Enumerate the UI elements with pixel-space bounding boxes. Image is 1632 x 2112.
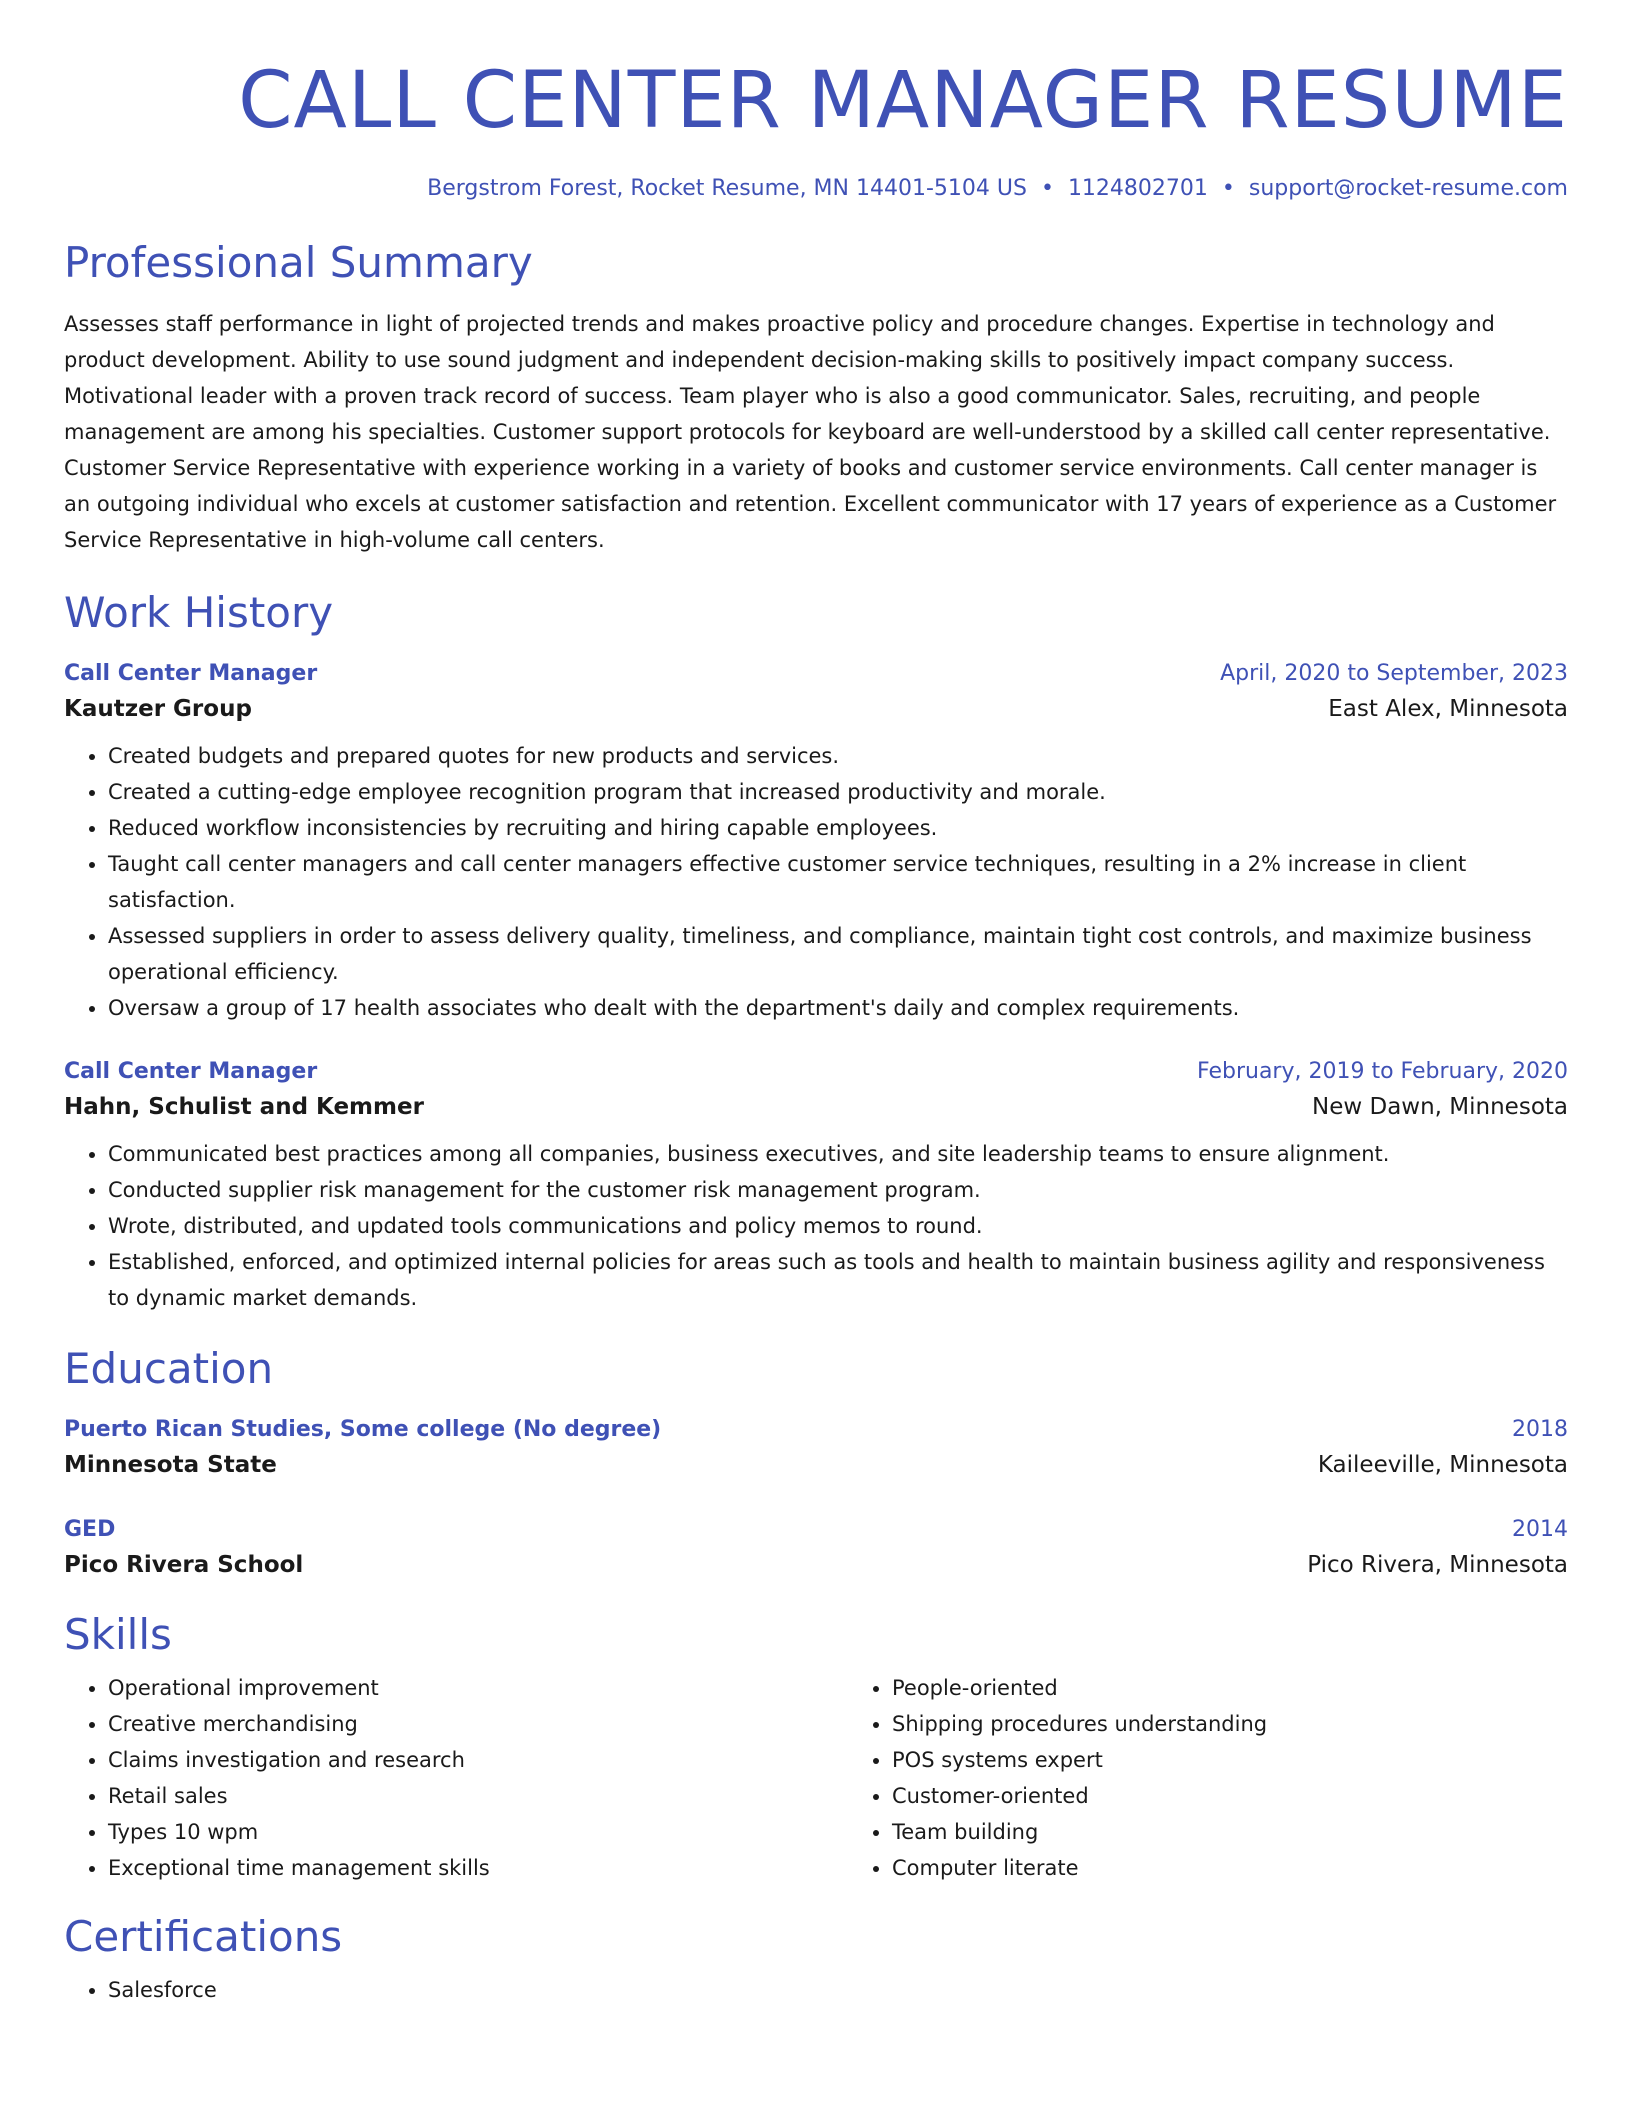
job-bullet: • Established, enforced, and optimized internal policies for areas such as tools and health to maintain business agility and responsiveness to dynamic market demands.: [108, 1244, 1568, 1316]
resume-header: [64, 52, 1568, 204]
job-bullet: • Created budgets and prepared quotes for new products and services.: [108, 738, 1568, 774]
section-title-work-history: Work History: [64, 588, 334, 637]
education-year: 2014: [1512, 1517, 1568, 1542]
job-company: Kautzer Group: [64, 696, 252, 722]
skill-item: • Claims investigation and research: [108, 1742, 848, 1778]
skills-list: [64, 1670, 1568, 1886]
skill-item: • Team building: [892, 1814, 1632, 1850]
job-bullet: • Conducted supplier risk management for the customer risk management program.: [108, 1172, 1568, 1208]
job-title: Call Center Manager: [64, 1059, 318, 1084]
contact-phone: 1124802701: [1067, 176, 1208, 201]
skill-item: • Customer-oriented: [892, 1778, 1632, 1814]
section-title-skills: Skills: [64, 1610, 172, 1659]
job-location: East Alex, Minnesota: [1328, 696, 1568, 722]
job-dates: April, 2020 to September, 2023: [1220, 661, 1568, 686]
skill-item: • People-oriented: [892, 1670, 1632, 1706]
section-title-summary: Professional Summary: [64, 238, 533, 287]
section-title-education: Education: [64, 1344, 274, 1393]
job-bullet: • Communicated best practices among all companies, business executives, and site leadership teams to ensure alignment.: [108, 1136, 1568, 1172]
contact-separator: •: [1040, 176, 1054, 201]
job-bullet: • Reduced workflow inconsistencies by recruiting and hiring capable employees.: [108, 810, 1568, 846]
section-title-certifications: Certifications: [64, 1912, 343, 1961]
education-year: 2018: [1512, 1417, 1568, 1442]
skill-item: • Shipping procedures understanding: [892, 1706, 1632, 1742]
job-title: Call Center Manager: [64, 661, 318, 686]
education-location: Kaileeville, Minnesota: [1317, 1452, 1568, 1478]
education-degree: Puerto Rican Studies, Some college (No degree): [64, 1417, 662, 1442]
certification-item: • Salesforce: [108, 1972, 1568, 2008]
skill-item: • Operational improvement: [108, 1670, 848, 1706]
job-bullet: • Created a cutting-edge employee recognition program that increased productivity and morale.: [108, 774, 1568, 810]
education-entry: [64, 1514, 1568, 1584]
job-entry: [64, 658, 1568, 1026]
skill-item: • Creative merchandising: [108, 1706, 848, 1742]
certifications-list: [64, 1972, 1568, 2008]
summary-text: Assesses staff performance in light of projected trends and makes proactive policy and procedure changes. Expertise in technology and product development. Ability to use sound judgment and independent decision-making skills to positively impact company success. Motivational leader with a proven track record of success. Team player who is also a good communicator. Sales, recruiting, and people management are among his specialties. Customer support protocols for keyboard are well-understood by a skilled call center representative. Customer Service Representative with experience working in a variety of books and customer service environments. Call center manager is an outgoing individual who excels at customer satisfaction and retention. Excellent communicator with 17 years of experience as a Customer Service Representative in high-volume call centers.: [64, 312, 1557, 552]
contact-email: support@rocket-resume.com: [1248, 176, 1568, 201]
skill-item: • POS systems expert: [892, 1742, 1632, 1778]
skill-item: • Retail sales: [108, 1778, 848, 1814]
job-entry: [64, 1056, 1568, 1316]
skill-item: • Exceptional time management skills: [108, 1850, 848, 1886]
job-location: New Dawn, Minnesota: [1312, 1094, 1568, 1120]
education-school: Minnesota State: [64, 1452, 277, 1478]
skills-column-right: [848, 1670, 1632, 1886]
education-degree: GED: [64, 1517, 116, 1542]
job-dates: February, 2019 to February, 2020: [1197, 1059, 1568, 1084]
resume-name: CALL CENTER MANAGER RESUME: [238, 56, 1568, 146]
education-school: Pico Rivera School: [64, 1552, 304, 1578]
job-bullet: • Assessed suppliers in order to assess delivery quality, timeliness, and compliance, maintain tight cost controls, and maximize business operational efficiency.: [108, 918, 1568, 990]
contact-line: [64, 174, 1568, 204]
skill-item: • Types 10 wpm: [108, 1814, 848, 1850]
education-entry: [64, 1414, 1568, 1484]
education-location: Pico Rivera, Minnesota: [1307, 1552, 1568, 1578]
job-bullet: • Oversaw a group of 17 health associates who dealt with the department's daily and complex requirements.: [108, 990, 1568, 1026]
contact-address: Bergstrom Forest, Rocket Resume, MN 14401-5104 US: [427, 176, 1027, 201]
job-company: Hahn, Schulist and Kemmer: [64, 1094, 424, 1120]
job-bullet: • Taught call center managers and call center managers effective customer service techniques, resulting in a 2% increase in client satisfaction.: [108, 846, 1568, 918]
job-bullets: [64, 1136, 1568, 1316]
job-bullets: [64, 738, 1568, 1026]
skills-column-left: [64, 1670, 848, 1886]
job-bullet: • Wrote, distributed, and updated tools communications and policy memos to round.: [108, 1208, 1568, 1244]
contact-separator: •: [1221, 176, 1235, 201]
skill-item: • Computer literate: [892, 1850, 1632, 1886]
